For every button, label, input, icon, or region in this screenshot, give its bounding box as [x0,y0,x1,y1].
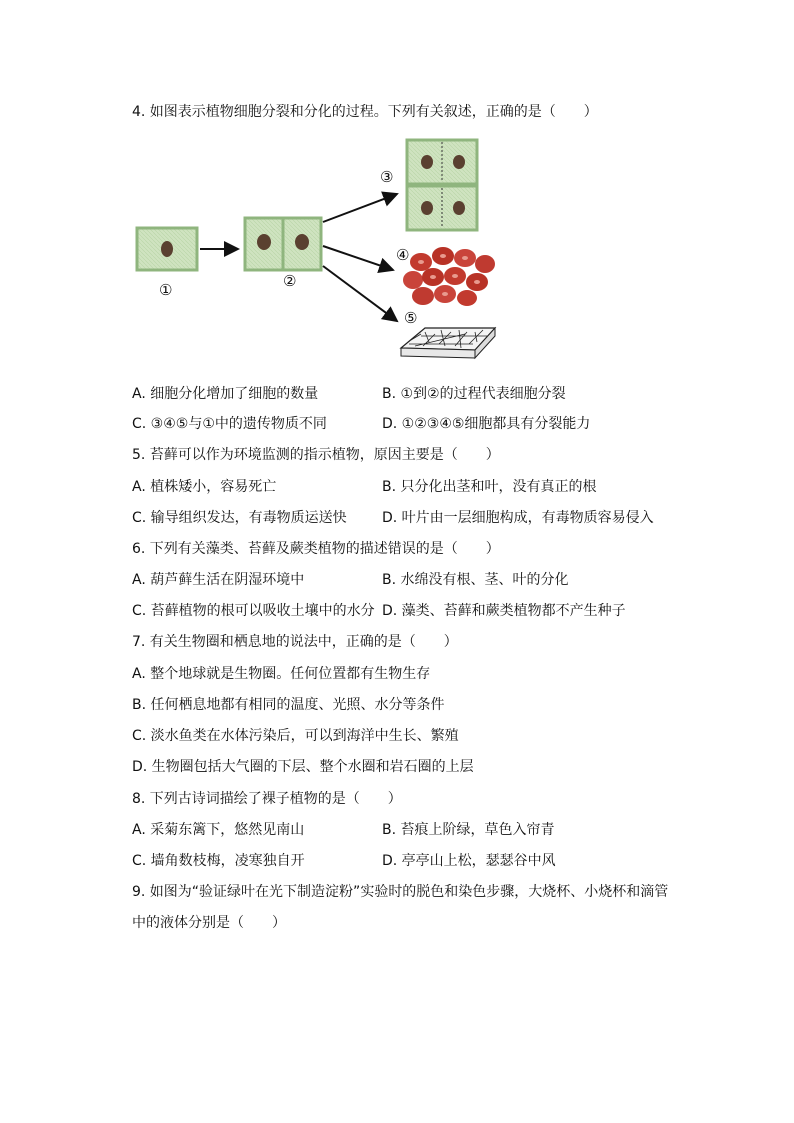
figure-label-3: ③ [380,168,394,186]
question-8-stem: 8. 下列古诗词描绘了裸子植物的是（ ） [132,791,402,807]
figure-label-2: ② [283,272,297,290]
q7-option-a: A. 整个地球就是生物圈。任何位置都有生物生存 [132,666,431,682]
cell-5 [401,328,495,358]
q5-option-d: D. 叶片由一层细胞构成，有毒物质容易侵入 [382,510,654,526]
q8-option-a: A. 采菊东篱下，悠然见南山 [132,822,305,838]
q6-option-d: D. 藻类、苔藓和蕨类植物都不产生种子 [382,603,626,619]
question-5-stem: 5. 苔藓可以作为环境监测的指示植物，原因主要是（ ） [132,447,500,463]
question-6-stem: 6. 下列有关藻类、苔藓及蕨类植物的描述错误的是（ ） [132,541,500,557]
figure-label-1: ① [159,281,173,299]
cell-1 [137,228,197,270]
question-9-stem-line-2: 中的液体分别是（ ） [132,915,286,931]
cell-2 [245,218,321,270]
question-9-stem-line-1: 9. 如图为“验证绿叶在光下制造淀粉”实验时的脱色和染色步骤，大烧杯、小烧杯和滴管 [132,884,669,900]
q7-option-b: B. 任何栖息地都有相同的温度、光照、水分等条件 [132,697,445,713]
cell-3 [407,140,477,230]
q5-option-a: A. 植株矮小，容易死亡 [132,479,277,495]
cell-division-figure [125,136,505,368]
arrow-2-to-4 [323,246,393,270]
figure-label-5: ⑤ [404,309,418,327]
q4-option-c: C. ③④⑤与①中的遗传物质不同 [132,416,327,432]
q7-option-c: C. 淡水鱼类在水体污染后，可以到海洋中生长、繁殖 [132,728,459,744]
cell-4 [403,247,495,306]
q7-option-d: D. 生物圈包括大气圈的下层、整个水圈和岩石圈的上层 [132,759,474,775]
figure-label-4: ④ [396,246,410,264]
q6-option-a: A. 葫芦藓生活在阴湿环境中 [132,572,305,588]
q8-option-d: D. 亭亭山上松，瑟瑟谷中风 [382,853,556,869]
arrow-2-to-5 [323,266,397,321]
q4-option-b: B. ①到②的过程代表细胞分裂 [382,386,566,402]
q4-option-a: A. 细胞分化增加了细胞的数量 [132,386,319,402]
q8-option-c: C. 墙角数枝梅，凌寒独自开 [132,853,305,869]
question-7-stem: 7. 有关生物圈和栖息地的说法中，正确的是（ ） [132,634,458,650]
arrow-2-to-3 [323,194,397,222]
q5-option-b: B. 只分化出茎和叶，没有真正的根 [382,479,597,495]
q4-option-d: D. ①②③④⑤细胞都具有分裂能力 [382,416,591,432]
q5-option-c: C. 输导组织发达，有毒物质运送快 [132,510,347,526]
q6-option-c: C. 苔藓植物的根可以吸收土壤中的水分 [132,603,375,619]
q8-option-b: B. 苔痕上阶绿，草色入帘青 [382,822,555,838]
question-4-stem: 4. 如图表示植物细胞分裂和分化的过程。下列有关叙述，正确的是（ ） [132,104,598,120]
q6-option-b: B. 水绵没有根、茎、叶的分化 [382,572,569,588]
